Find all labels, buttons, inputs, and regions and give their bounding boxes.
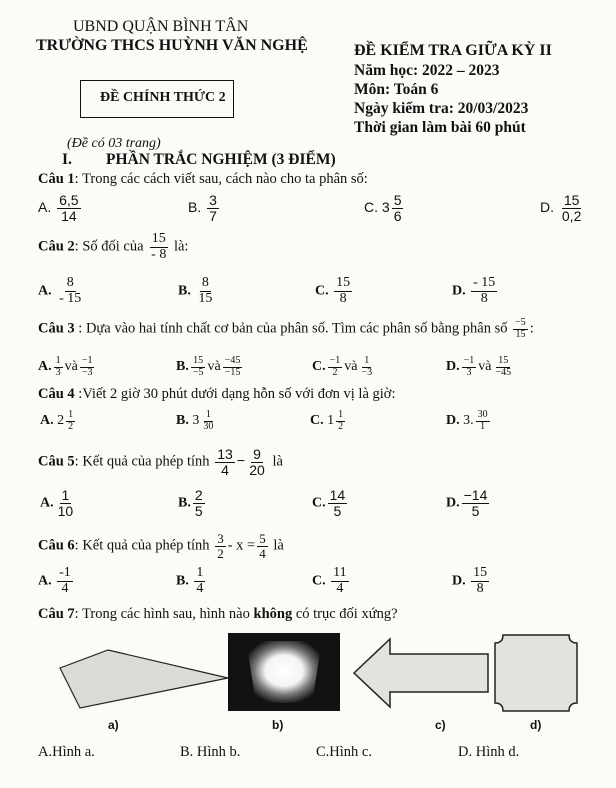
q3-option-d[interactable]: D. $\frac{-1}{3}$ và $\frac{15}{-45}$ — [446, 355, 512, 378]
figure-c-label: c) — [435, 718, 446, 732]
q6-option-a[interactable]: A. $\frac{-1}{4}$ — [38, 565, 71, 596]
q1-option-d[interactable]: D. $\frac{15}{0,2}$ — [540, 192, 582, 224]
q7-option-c[interactable]: C.Hình c. — [316, 744, 372, 760]
question-4: Câu 4 :Viết 2 giờ 30 phút dưới dạng hỗn số với đơn vị là giờ: — [38, 386, 396, 402]
figure-a-quadrilateral — [58, 640, 230, 712]
figure-d-label: d) — [530, 718, 542, 732]
subject: Môn: Toán 6 — [354, 81, 439, 98]
q7-option-a[interactable]: A.Hình a. — [38, 744, 95, 760]
question-1-text: : Trong các cách viết sau, cách nào cho ta phân số: — [74, 171, 368, 187]
q4-option-d[interactable]: D. 3. $\frac{30}{1}$ — [446, 409, 488, 432]
q5-option-c[interactable]: C. $\frac{14}{5}$ — [312, 487, 346, 519]
duration: Thời gian làm bài 60 phút — [354, 119, 526, 136]
q4-option-a[interactable]: A. 2 $\frac{1}{2}$ — [40, 409, 74, 432]
q7-option-b[interactable]: B. Hình b. — [180, 744, 241, 760]
school-year: Năm học: 2022 – 2023 — [354, 62, 500, 79]
q3-option-b[interactable]: B. $\frac{15}{-5}$ và $\frac{-45}{-15}$ — [176, 355, 241, 378]
figure-b-label: b) — [272, 718, 284, 732]
q1-option-c[interactable]: C. 3 $\frac{5}{6}$ — [364, 192, 402, 224]
district-name: UBND QUẬN BÌNH TÂN — [73, 18, 249, 35]
exam-date: Ngày kiểm tra: 20/03/2023 — [354, 100, 529, 117]
q3-option-a[interactable]: A. $\frac{1}{3}$ và $\frac{-1}{-3}$ — [38, 355, 93, 378]
q5-option-b[interactable]: B. $\frac{2}{5}$ — [178, 487, 203, 519]
question-3: Câu 3 : Dựa vào hai tính chất cơ bản của phân số. Tìm các phân số bằng phân số $\frac{-5}{15}$ : — [38, 317, 534, 340]
q4-option-b[interactable]: B. 3 $\frac{1}{30}$ — [176, 409, 214, 432]
figure-c-arrow — [352, 636, 492, 710]
question-1-label: Câu 1 — [38, 171, 75, 187]
q6-option-d[interactable]: D. $\frac{15}{8}$ — [452, 565, 488, 596]
q5-option-d[interactable]: D. $\frac{-14}{5}$ — [446, 487, 488, 519]
q3-option-c[interactable]: C. $\frac{-1}{2}$ và $\frac{1}{-3}$ — [312, 355, 373, 378]
exam-title: ĐỀ KIỂM TRA GIỮA KỲ II — [354, 42, 552, 59]
q7-option-d[interactable]: D. Hình d. — [458, 744, 520, 760]
question-1 — [38, 171, 368, 188]
school-name: TRƯỜNG THCS HUỲNH VĂN NGHỆ — [36, 37, 308, 54]
q2-option-b[interactable]: B. $\frac{8}{15}$ — [178, 275, 213, 306]
question-6: Câu 6: Kết quả của phép tính $\frac{3}{2}$ - x = $\frac{5}{4}$ là — [38, 531, 284, 561]
question-7: Câu 7: Trong các hình sau, hình nào không có trục đối xứng? — [38, 606, 398, 622]
figure-b-trapezoid — [228, 633, 340, 711]
figure-a-label: a) — [108, 718, 119, 732]
q4-option-c[interactable]: C. 1 $\frac{1}{2}$ — [310, 409, 344, 432]
question-2: Câu 2: Số đối của $\frac{15}{- 8}$ là: — [38, 231, 189, 262]
q6-option-c[interactable]: C. $\frac{11}{4}$ — [312, 565, 347, 596]
figure-d-notched-square — [493, 633, 579, 713]
official-label: ĐỀ CHÍNH THỨC 2 — [100, 90, 226, 105]
q1-option-b[interactable]: B. $\frac{3}{7}$ — [188, 192, 217, 224]
question-5: Câu 5: Kết quả của phép tính $\frac{13}{4}$ − $\frac{9}{20}$ là — [38, 446, 283, 478]
q6-option-b[interactable]: B. $\frac{1}{4}$ — [176, 565, 204, 596]
q5-option-a[interactable]: A. $\frac{1}{10}$ — [40, 487, 74, 519]
section-title: PHẦN TRẮC NGHIỆM (3 ĐIỂM) — [106, 151, 336, 168]
q1-option-a[interactable]: A. $\frac{6,5}{14}$ — [38, 192, 79, 224]
q2-option-c[interactable]: C. $\frac{15}{8}$ — [315, 275, 351, 306]
q2-option-d[interactable]: D. $\frac{- 15}{8}$ — [452, 275, 496, 306]
section-roman: I. — [62, 151, 72, 168]
q2-option-a[interactable]: A. $\frac{8}{- 15}$ — [38, 275, 82, 306]
pages-note: (Đề có 03 trang) — [67, 136, 161, 151]
